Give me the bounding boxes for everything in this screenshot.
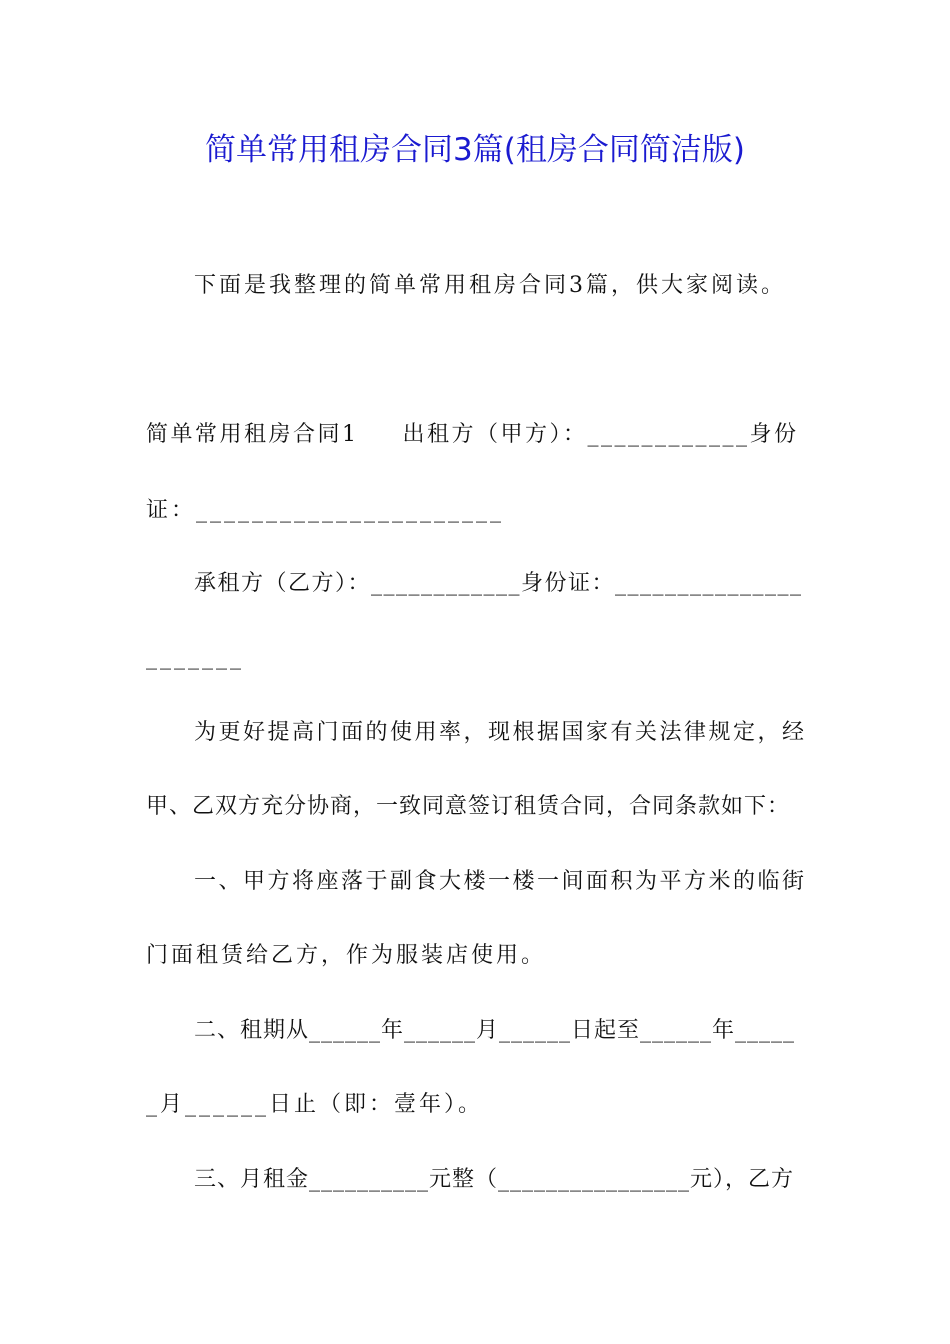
intro-paragraph: 下面是我整理的简单常用租房合同3篇，供大家阅读。	[194, 273, 786, 298]
lessor-field: 出租方（甲方）：____________身份	[402, 422, 799, 447]
lessee-line: 承租方（乙方）：____________身份证：_______________	[194, 571, 803, 596]
lessee-id-continuation: _______	[146, 645, 244, 670]
clause-1-line-2: 门面租赁给乙方，作为服装店使用。	[146, 943, 547, 968]
purpose-line-2: 甲、乙双方充分协商，一致同意签订租赁合同，合同条款如下：	[146, 794, 791, 819]
clause-3-line-1: 三、月租金__________元整（________________元），乙方	[194, 1167, 795, 1192]
contract-heading: 简单常用租房合同1	[146, 422, 359, 447]
clause-1-line-1: 一、甲方将座落于副食大楼一楼一间面积为平方米的临街	[194, 869, 807, 894]
document-title: 简单常用租房合同3篇(租房合同简洁版)	[205, 132, 745, 168]
clause-2-line-2: _月______日止（即：壹年）。	[146, 1092, 484, 1117]
lessor-line	[146, 417, 806, 453]
lessor-id-line: 证：______________________	[146, 498, 505, 523]
clause-2-line-1: 二、租期从______年______月______日起至______年_____	[194, 1018, 796, 1043]
purpose-line-1: 为更好提高门面的使用率，现根据国家有关法律规定，经	[194, 720, 807, 745]
